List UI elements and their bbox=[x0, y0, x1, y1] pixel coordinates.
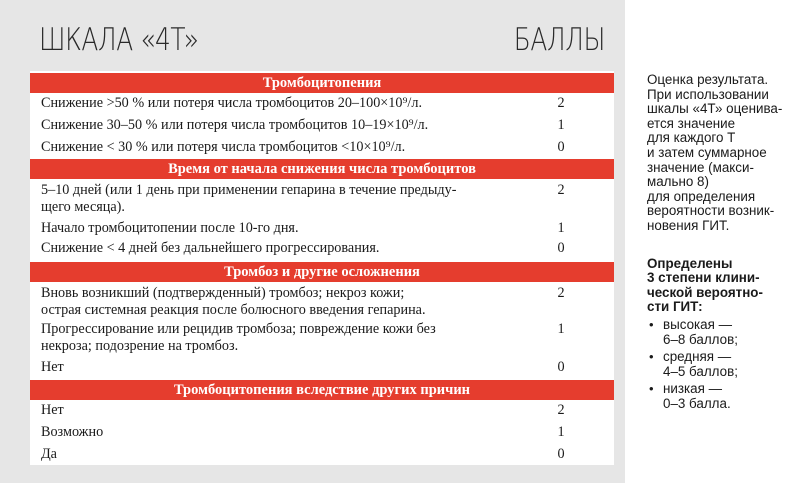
criterion-points: 0 bbox=[557, 446, 565, 462]
list-item bbox=[647, 382, 793, 411]
criterion-text: Снижение < 30 % или потеря числа тромбоцитов <10×10⁹/л. bbox=[41, 139, 406, 155]
criterion-text: Снижение < 4 дней без дальнейшего прогрессирования. bbox=[41, 240, 380, 256]
result-description: Оценка результата. При использовании шкалы «4Т» оценива- ется значение для каждого Т и затем суммарное значение (макси- мально 8) для определения вероятности возник- новения ГИТ. bbox=[647, 72, 783, 233]
criterion-text: Вновь возникший (подтвержденный) тромбоз; некроз кожи; острая системная реакция после болюсного введения гепарина. bbox=[41, 285, 426, 318]
scale-title: ШКАЛА «4T» bbox=[39, 22, 199, 58]
criterion-points: 0 bbox=[557, 359, 565, 375]
criterion-points: 2 bbox=[557, 285, 565, 301]
criterion-points: 1 bbox=[557, 424, 565, 440]
criterion-text: Начало тромбоцитопении после 10-го дня. bbox=[41, 220, 299, 236]
bullet-icon: • bbox=[649, 349, 654, 365]
list-item bbox=[647, 318, 793, 347]
criterion-text: 5–10 дней (или 1 день при применении гепарина в течение предыду- щего месяца). bbox=[41, 182, 457, 215]
level-text: высокая — 6–8 баллов; bbox=[663, 316, 738, 347]
criterion-points: 1 bbox=[557, 220, 565, 236]
criterion-points: 1 bbox=[557, 117, 565, 133]
criterion-text: Прогрессирование или рецидив тромбоза; повреждение кожи без некроза; подозрение на тромбоз. bbox=[41, 321, 436, 354]
criterion-text: Снижение >50 % или потеря числа тромбоцитов 20–100×10⁹/л. bbox=[41, 95, 422, 111]
criterion-text: Да bbox=[41, 446, 57, 462]
criterion-text: Снижение 30–50 % или потеря числа тромбоцитов 10–19×10⁹/л. bbox=[41, 117, 429, 133]
level-text: средняя — 4–5 баллов; bbox=[663, 349, 738, 379]
criterion-points: 2 bbox=[557, 182, 565, 198]
section-header-timing: Время от начала снижения числа тромбоцитов bbox=[30, 159, 614, 179]
criterion-points: 0 bbox=[557, 240, 565, 256]
criterion-text: Возможно bbox=[41, 424, 104, 440]
section-header-other-causes: Тромбоцитопения вследствие других причин bbox=[30, 380, 614, 400]
criterion-points: 2 bbox=[557, 95, 565, 111]
criterion-text: Нет bbox=[41, 359, 64, 375]
bullet-icon: • bbox=[649, 316, 654, 332]
probability-levels-list bbox=[647, 318, 793, 412]
points-column-label: БАЛЛЫ bbox=[513, 22, 605, 58]
criterion-points: 1 bbox=[557, 321, 565, 337]
list-item bbox=[647, 350, 793, 379]
level-text: низкая — 0–3 балла. bbox=[663, 381, 731, 411]
levels-heading: Определены 3 степени клини- ческой вероятно- сти ГИТ: bbox=[647, 255, 763, 315]
bullet-icon: • bbox=[649, 381, 654, 397]
criterion-text: Нет bbox=[41, 402, 64, 418]
criterion-points: 0 bbox=[557, 139, 565, 155]
section-header-thrombosis: Тромбоз и другие осложнения bbox=[30, 262, 614, 282]
criterion-points: 2 bbox=[557, 402, 565, 418]
section-header-thrombocytopenia: Тромбоцитопения bbox=[30, 73, 614, 93]
sidebar-note bbox=[647, 73, 793, 414]
score-table bbox=[30, 71, 614, 465]
table-header bbox=[39, 22, 605, 62]
